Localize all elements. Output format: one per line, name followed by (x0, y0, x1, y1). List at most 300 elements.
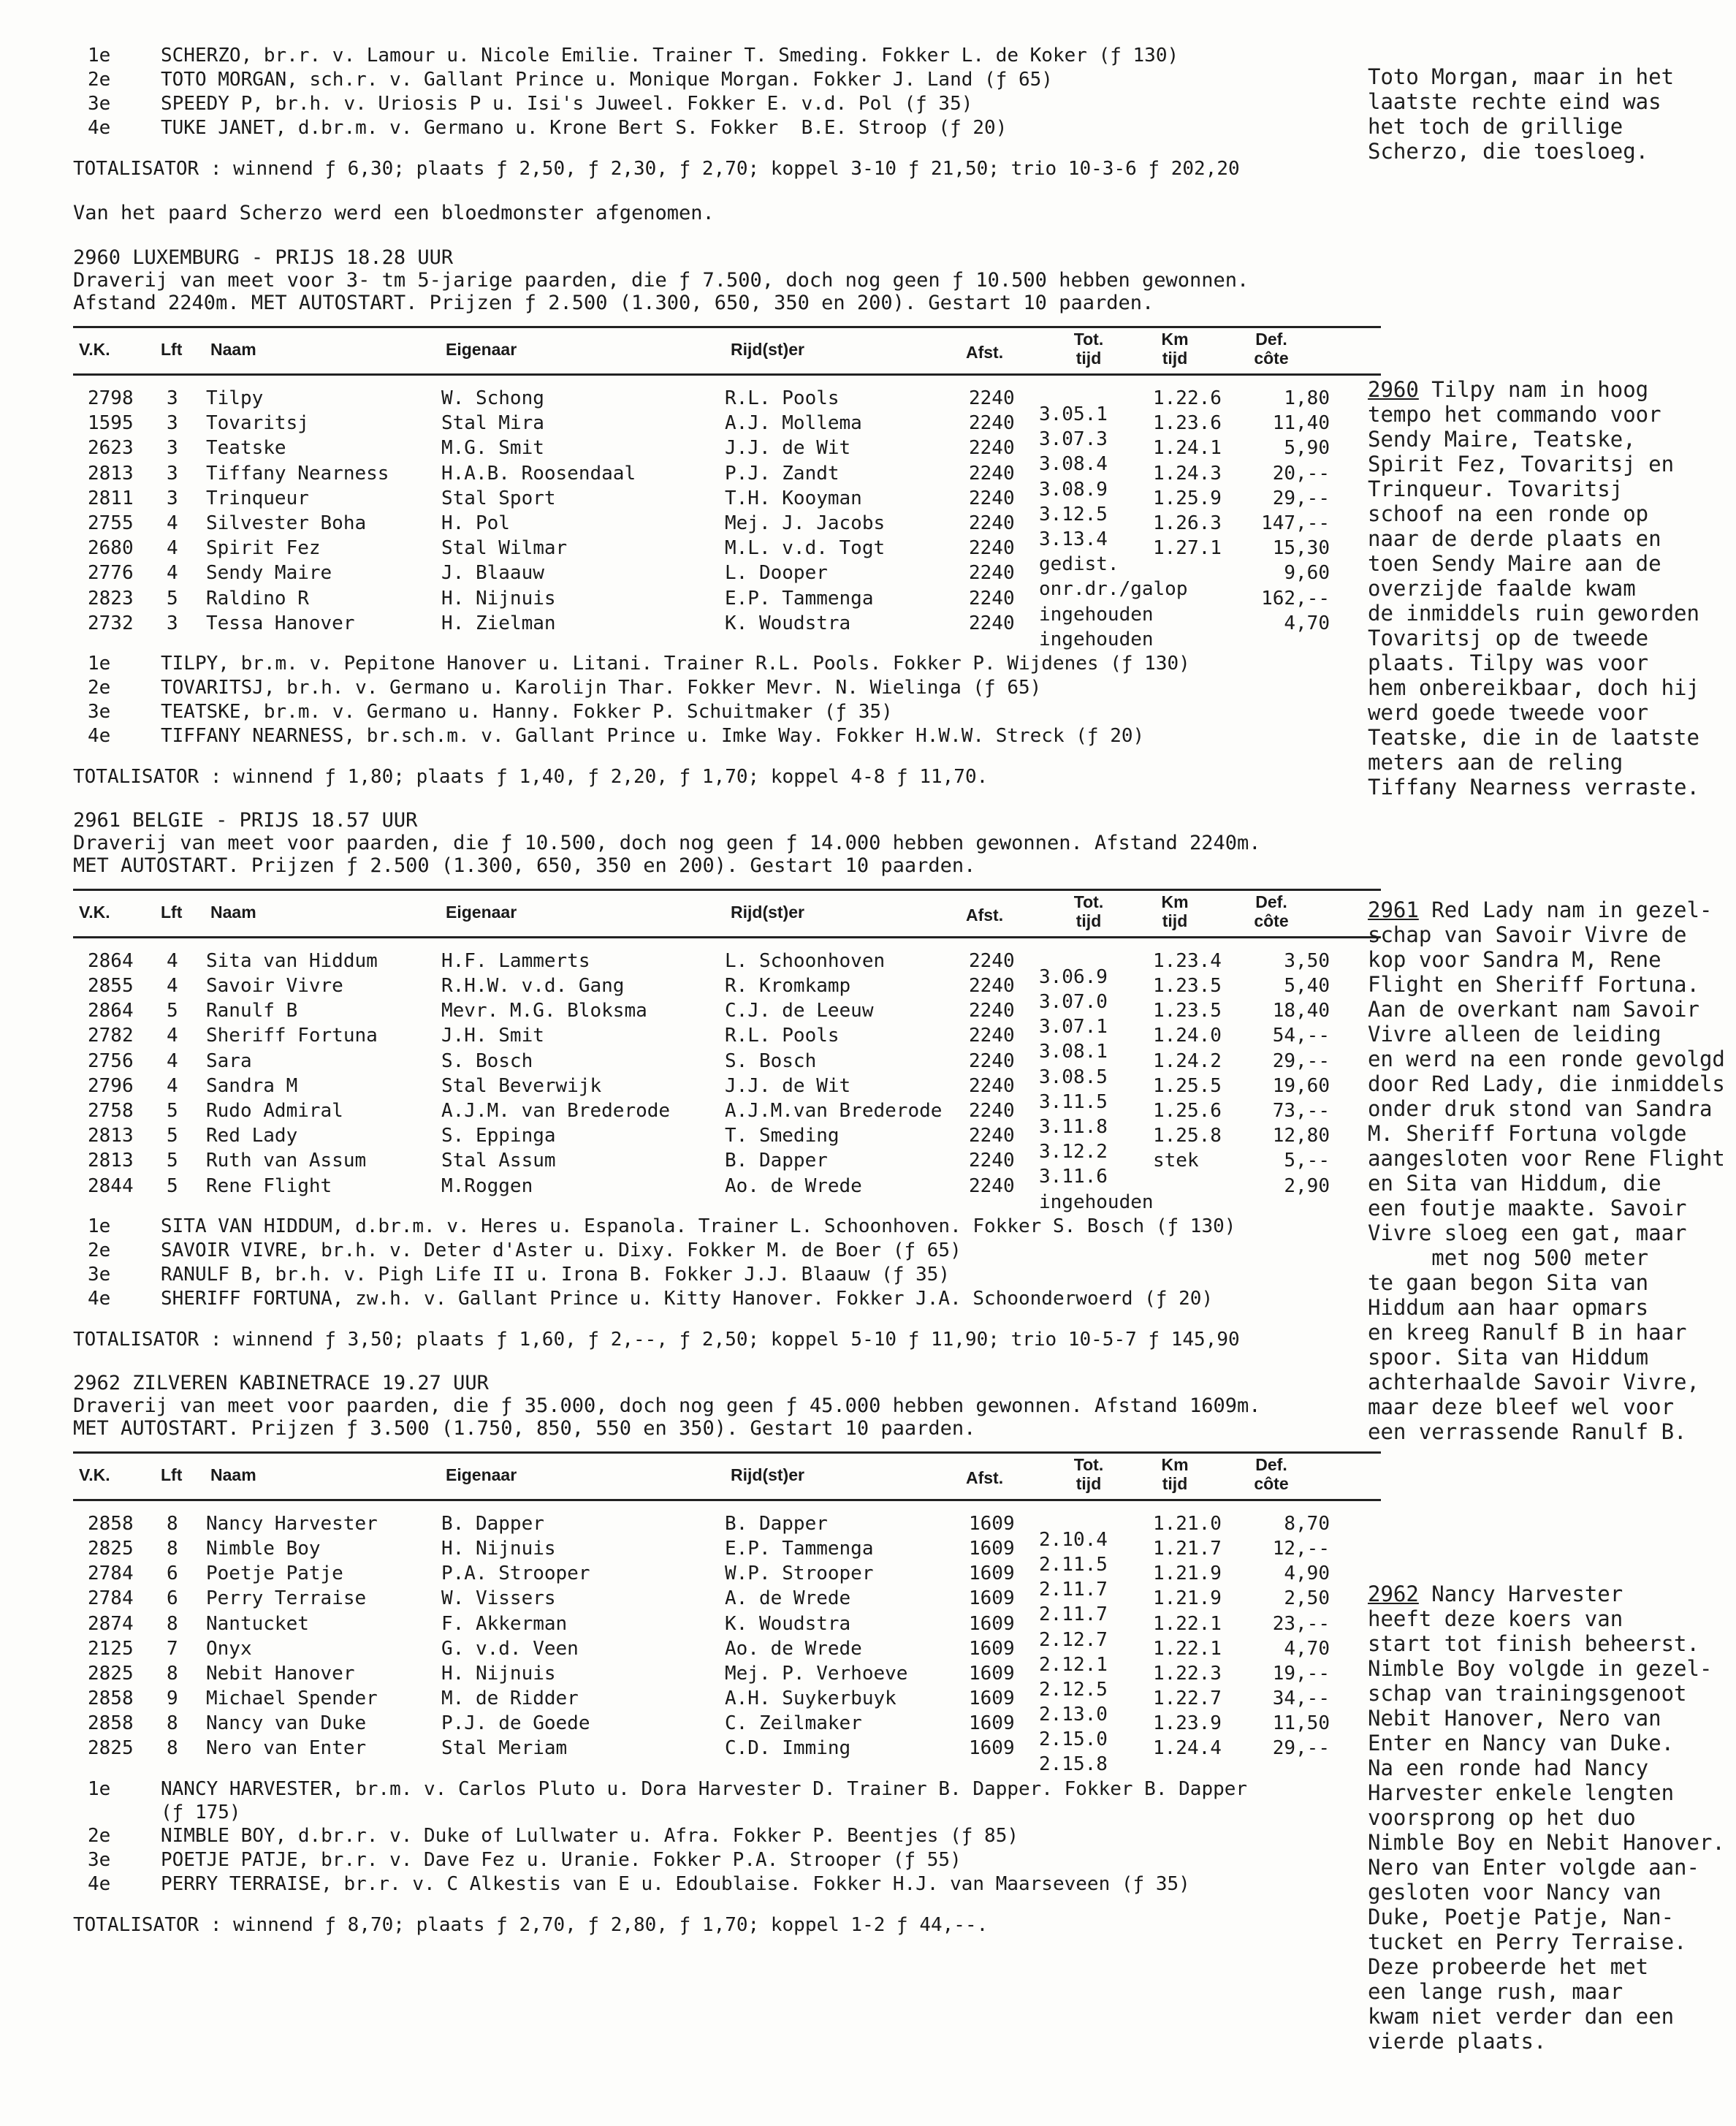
def-cote-cell: 12,80 (1272, 1125, 1330, 1147)
placing-text: TUKE JANET, d.br.m. v. Germano u. Krone Bert S. Fokker B.E. Stroop (ƒ 20) (161, 117, 1008, 139)
def-cote-cell: 73,-- (1272, 1100, 1330, 1122)
comment-line: een foutje maakte. Savoir (1368, 1196, 1687, 1220)
race-section (73, 247, 1374, 788)
rijder-cell: A.J. Mollema (725, 412, 862, 435)
table-header (73, 1451, 1381, 1501)
lft-cell: 6 (167, 1587, 178, 1610)
def-cote-cell: 4,90 (1284, 1563, 1330, 1585)
rijder-cell: T. Smeding (725, 1125, 840, 1147)
lft-cell: 9 (167, 1687, 178, 1710)
comment-line: en werd na een ronde gevolgd (1368, 1047, 1725, 1071)
rijder-cell: Ao. de Wrede (725, 1637, 862, 1660)
placing-position: 3e (88, 93, 111, 115)
rijder-cell: L. Dooper (725, 562, 828, 585)
placing-row (73, 1287, 1374, 1311)
km-tijd-cell: 1.21.9 (1153, 1563, 1222, 1585)
afstand-cell: 1609 (969, 1712, 1015, 1735)
placing-position: 1e (88, 1215, 111, 1237)
eigenaar-cell: M. de Ridder (441, 1687, 579, 1710)
naam-cell: Red Lady (206, 1125, 298, 1147)
race-section (73, 810, 1374, 1351)
eigenaar-cell: Mevr. M.G. Bloksma (441, 1000, 647, 1022)
tot-tijd-cell: 3.11.5 (1039, 1090, 1108, 1113)
naam-cell: Nantucket (206, 1612, 309, 1635)
lft-cell: 7 (167, 1637, 178, 1660)
race-description: Draverij van meet voor paarden, die ƒ 35.000, doch nog geen ƒ 45.000 hebben gewonnen. Afstand 1609m. (73, 1394, 1261, 1417)
results-table (73, 889, 1381, 1213)
header-def-cote (1242, 330, 1301, 368)
race-2961-comment (1368, 897, 1725, 1444)
placing-text: PERRY TERRAISE, br.r. v. C Alkestis van E u. Edoublaise. Fokker H.J. van Maarseveen (ƒ 35) (161, 1872, 1190, 1895)
placing-row (73, 700, 1374, 724)
lft-cell: 8 (167, 1662, 178, 1685)
header-naam: Naam (210, 340, 256, 359)
race-2959-places (73, 44, 1374, 140)
tot-tijd-cell: 3.07.0 (1039, 991, 1108, 1014)
vk-cell: 2755 (88, 512, 134, 534)
comment-line: Duke, Poetje Patje, Nan- (1368, 1905, 1675, 1929)
comment-text: Red Lady nam in gezel- (1418, 897, 1713, 922)
placing-text: TIFFANY NEARNESS, br.sch.m. v. Gallant Prince u. Imke Way. Fokker H.W.W. Streck (ƒ 20) (161, 724, 1145, 747)
placing-text: SPEEDY P, br.h. v. Uriosis P u. Isi's Juweel. Fokker E. v.d. Pol (ƒ 35) (161, 93, 973, 115)
comment-line: vierde plaats. (1368, 2029, 1547, 2054)
def-cote-cell: 5,40 (1284, 975, 1330, 998)
comment-line: Teatske, die in de laatste (1368, 725, 1699, 750)
afstand-cell: 2240 (969, 1049, 1015, 1072)
vk-cell: 2825 (88, 1537, 134, 1560)
comment-line: maar deze bleef wel voor (1368, 1394, 1675, 1419)
race-2959-totalisator: TOTALISATOR : winnend ƒ 6,30; plaats ƒ 2,50, ƒ 2,30, ƒ 2,70; koppel 3-10 ƒ 21,50; trio 10-3-6 ƒ 202,20 (73, 158, 1240, 180)
vk-cell: 2798 (88, 387, 134, 409)
km-tijd-cell: stek (1153, 1150, 1199, 1172)
rijder-cell: A. de Wrede (725, 1587, 851, 1610)
def-cote-cell: 29,-- (1272, 1737, 1330, 1760)
rijder-cell: R.L. Pools (725, 387, 840, 409)
def-cote-cell: 1,80 (1284, 387, 1330, 409)
vk-cell: 2813 (88, 1150, 134, 1172)
placing-text: POETJE PATJE, br.r. v. Dave Fez u. Uranie. Fokker P.A. Strooper (ƒ 55) (161, 1848, 962, 1871)
placing-row (73, 724, 1374, 748)
comment-line: naar de derde plaats en (1368, 526, 1661, 551)
tot-tijd-cell: 2.12.7 (1039, 1628, 1108, 1651)
placing-row (73, 92, 1374, 116)
naam-cell: Rudo Admiral (206, 1100, 343, 1122)
tot-tijd-cell: 3.07.3 (1039, 428, 1108, 451)
comment-line: voorsprong op het duo (1368, 1805, 1636, 1830)
km-tijd-cell: 1.23.6 (1153, 412, 1222, 435)
results-table (73, 1451, 1381, 1776)
placing-position: 4e (88, 1287, 111, 1310)
header-afstand: Afst. (966, 1468, 1004, 1487)
comment-line: een verrassende Ranulf B. (1368, 1419, 1687, 1444)
comment-line: schoof na een ronde op (1368, 501, 1649, 526)
vk-cell: 2784 (88, 1587, 134, 1610)
placing-position: 4e (88, 117, 111, 139)
placing-row (73, 676, 1374, 700)
naam-cell: Onyx (206, 1637, 252, 1660)
afstand-cell: 1609 (969, 1612, 1015, 1635)
comment-line: gesloten voor Nancy van (1368, 1880, 1661, 1905)
header-km-tijd (1146, 330, 1204, 368)
table-body (73, 938, 1381, 1213)
placing-text: NANCY HARVESTER, br.m. v. Carlos Pluto u. Dora Harvester D. Trainer B. Dapper. Fokker B. Dapper (161, 1777, 1248, 1800)
naam-cell: Tovaritsj (206, 412, 309, 435)
def-cote-cell: 4,70 (1284, 1637, 1330, 1660)
eigenaar-cell: H. Nijnuis (441, 1537, 556, 1560)
comment-line: het toch de grillige (1368, 114, 1623, 139)
placing-text-continued: (ƒ 175) (161, 1801, 241, 1823)
naam-cell: Tessa Hanover (206, 612, 355, 634)
afstand-cell: 2240 (969, 612, 1015, 634)
naam-cell: Tiffany Nearness (206, 462, 389, 485)
naam-cell: Michael Spender (206, 1687, 378, 1710)
comment-line: schap van trainingsgenoot (1368, 1681, 1687, 1706)
placing-text: TILPY, br.m. v. Pepitone Hanover u. Litani. Trainer R.L. Pools. Fokker P. Wijdenes (ƒ 130) (161, 652, 1190, 675)
def-cote-cell: 15,30 (1272, 537, 1330, 560)
tot-tijd-cell: 3.08.9 (1039, 478, 1108, 501)
lft-cell: 5 (167, 1174, 178, 1197)
header-def-cote (1242, 1455, 1301, 1493)
comment-race-number: 2960 (1368, 377, 1419, 402)
vk-cell: 2825 (88, 1662, 134, 1685)
lft-cell: 8 (167, 1537, 178, 1560)
comment-line: aangesloten voor Rene Flight (1368, 1146, 1725, 1171)
eigenaar-cell: H. Nijnuis (441, 587, 556, 610)
header-lft: Lft (161, 340, 183, 359)
tot-tijd-cell: gedist. (1039, 553, 1119, 576)
rijder-cell: C.J. de Leeuw (725, 1000, 874, 1022)
comment-line: Deze probeerde het met (1368, 1954, 1649, 1979)
vk-cell: 2858 (88, 1687, 134, 1710)
comment-line: Tovaritsj op de tweede (1368, 626, 1649, 650)
eigenaar-cell: Stal Assum (441, 1150, 556, 1172)
def-cote-cell: 29,-- (1272, 1049, 1330, 1072)
header-km-tijd (1146, 1455, 1204, 1493)
comment-line: onder druk stond van Sandra (1368, 1096, 1713, 1121)
afstand-cell: 2240 (969, 587, 1015, 610)
header-afstand: Afst. (966, 905, 1004, 925)
placing-row (73, 68, 1374, 92)
lft-cell: 8 (167, 1712, 178, 1735)
def-cote-cell: 54,-- (1272, 1025, 1330, 1047)
afstand-cell: 1609 (969, 1737, 1015, 1760)
afstand-cell: 2240 (969, 1000, 1015, 1022)
comment-line: en kreeg Ranulf B in haar (1368, 1320, 1687, 1345)
vk-cell: 2858 (88, 1712, 134, 1735)
race-description: MET AUTOSTART. Prijzen ƒ 3.500 (1.750, 850, 550 en 350). Gestart 10 paarden. (73, 1416, 976, 1440)
placing-text: SITA VAN HIDDUM, d.br.m. v. Heres u. Espanola. Trainer L. Schoonhoven. Fokker S. Bosch (ƒ 130) (161, 1215, 1236, 1237)
header-afstand: Afst. (966, 343, 1004, 362)
comment-line: Aan de overkant nam Savoir (1368, 997, 1699, 1022)
km-tijd-cell: 1.21.7 (1153, 1537, 1222, 1560)
comment-line: kwam niet verder dan een (1368, 2004, 1675, 2029)
tot-tijd-cell: 3.12.2 (1039, 1141, 1108, 1163)
rijder-cell: L. Schoonhoven (725, 949, 886, 972)
rijder-cell: R. Kromkamp (725, 975, 851, 998)
placing-position: 2e (88, 69, 111, 91)
header-km-tijd-line1: Km (1161, 330, 1189, 349)
header-km-tijd-line2: tijd (1162, 349, 1188, 368)
tot-tijd-cell: 3.13.4 (1039, 528, 1108, 550)
def-cote-cell: 5,-- (1284, 1150, 1330, 1172)
eigenaar-cell: Stal Beverwijk (441, 1074, 602, 1097)
race-description: Draverij van meet voor paarden, die ƒ 10.500, doch nog geen ƒ 14.000 hebben gewonnen. Afstand 2240m. (73, 831, 1261, 854)
comment-line: achterhaalde Savoir Vivre, (1368, 1370, 1699, 1394)
def-cote-cell: 19,60 (1272, 1074, 1330, 1097)
comment-line: meters aan de reling (1368, 750, 1623, 775)
comment-line: Hiddum aan haar opmars (1368, 1295, 1649, 1320)
km-tijd-cell: 1.22.1 (1153, 1637, 1222, 1660)
races-container (73, 247, 1374, 1936)
comment-line: de inmiddels ruin geworden (1368, 601, 1699, 626)
tot-tijd-cell: 3.11.8 (1039, 1116, 1108, 1138)
km-tijd-cell: 1.22.6 (1153, 387, 1222, 409)
race-places (73, 1777, 1374, 1897)
placing-row (73, 1848, 1374, 1872)
tot-tijd-cell: 3.08.5 (1039, 1066, 1108, 1088)
tot-tijd-cell: 2.12.1 (1039, 1653, 1108, 1676)
results-table (73, 326, 1381, 650)
header-def-cote-line1: Def. (1255, 1454, 1287, 1474)
placing-position: 1e (88, 45, 111, 67)
header-tot-tijd-line2: tijd (1076, 911, 1102, 930)
eigenaar-cell: J.H. Smit (441, 1025, 544, 1047)
table-row (73, 1736, 1381, 1776)
placing-position: 3e (88, 700, 111, 723)
table-body (73, 1501, 1381, 1776)
eigenaar-cell: H. Pol (441, 512, 510, 534)
naam-cell: Nimble Boy (206, 1537, 321, 1560)
race-description: Draverij van meet voor 3- tm 5-jarige paarden, die ƒ 7.500, doch nog geen ƒ 10.500 hebben gewonnen. (73, 269, 1249, 292)
def-cote-cell: 147,-- (1261, 512, 1330, 534)
placing-position: 3e (88, 1848, 111, 1871)
lft-cell: 8 (167, 1737, 178, 1760)
naam-cell: Silvester Boha (206, 512, 367, 534)
header-lft: Lft (161, 1465, 183, 1484)
km-tijd-cell: 1.25.9 (1153, 487, 1222, 509)
placing-position: 3e (88, 1263, 111, 1286)
header-tot-tijd-line1: Tot. (1073, 330, 1104, 349)
placing-position: 2e (88, 1824, 111, 1847)
comment-line: spoor. Sita van Hiddum (1368, 1345, 1649, 1370)
eigenaar-cell: G. v.d. Veen (441, 1637, 579, 1660)
tot-tijd-cell: 3.08.4 (1039, 453, 1108, 476)
km-tijd-cell: 1.24.1 (1153, 437, 1222, 460)
naam-cell: Sara (206, 1049, 252, 1072)
table-header (73, 889, 1381, 938)
def-cote-cell: 29,-- (1272, 487, 1330, 509)
comment-line: Nimble Boy en Nebit Hanover. (1368, 1830, 1725, 1855)
tot-tijd-cell: 3.06.9 (1039, 965, 1108, 988)
naam-cell: Nebit Hanover (206, 1662, 355, 1685)
tot-tijd-cell: onr.dr./galop (1039, 578, 1188, 601)
comment-line (1368, 897, 1718, 922)
eigenaar-cell: S. Bosch (441, 1049, 533, 1072)
race-totalisator: TOTALISATOR : winnend ƒ 8,70; plaats ƒ 2,70, ƒ 2,80, ƒ 1,70; koppel 1-2 ƒ 44,--. (73, 1913, 989, 1936)
vk-cell: 2825 (88, 1737, 134, 1760)
eigenaar-cell: B. Dapper (441, 1512, 544, 1535)
comment-line: Na een ronde had Nancy (1368, 1755, 1649, 1780)
rijder-cell: P.J. Zandt (725, 462, 840, 485)
header-def-cote-line2: côte (1254, 1473, 1289, 1493)
lft-cell: 5 (167, 1000, 178, 1022)
eigenaar-cell: J. Blaauw (441, 562, 544, 585)
tot-tijd-cell: 3.11.6 (1039, 1166, 1108, 1188)
def-cote-cell: 9,60 (1284, 562, 1330, 585)
comment-line: door Red Lady, die inmiddels (1368, 1071, 1725, 1096)
afstand-cell: 2240 (969, 387, 1015, 409)
header-vk: V.K. (79, 1465, 110, 1484)
km-tijd-cell: 1.23.4 (1153, 949, 1222, 972)
tot-tijd-cell: 3.08.1 (1039, 1041, 1108, 1063)
def-cote-cell: 8,70 (1284, 1512, 1330, 1535)
def-cote-cell: 34,-- (1272, 1687, 1330, 1710)
naam-cell: Nancy van Duke (206, 1712, 367, 1735)
afstand-cell: 2240 (969, 975, 1015, 998)
placing-row (73, 1872, 1374, 1897)
afstand-cell: 2240 (969, 1174, 1015, 1197)
afstand-cell: 1609 (969, 1563, 1015, 1585)
header-vk: V.K. (79, 340, 110, 359)
comment-race-number: 2962 (1368, 1582, 1419, 1606)
lft-cell: 4 (167, 562, 178, 585)
km-tijd-cell: 1.24.0 (1153, 1025, 1222, 1047)
lft-cell: 4 (167, 537, 178, 560)
comment-line: Vivre sloeg een gat, maar (1368, 1220, 1687, 1245)
eigenaar-cell: S. Eppinga (441, 1125, 556, 1147)
comment-line: Spirit Fez, Tovaritsj en (1368, 452, 1675, 477)
vk-cell: 2796 (88, 1074, 134, 1097)
def-cote-cell: 11,40 (1272, 412, 1330, 435)
vk-cell: 2813 (88, 1125, 134, 1147)
eigenaar-cell: R.H.W. v.d. Gang (441, 975, 625, 998)
placing-row (73, 44, 1374, 68)
header-km-tijd-line1: Km (1161, 892, 1189, 911)
tot-tijd-cell: 2.11.7 (1039, 1579, 1108, 1601)
race-description: MET AUTOSTART. Prijzen ƒ 2.500 (1.300, 650, 350 en 200). Gestart 10 paarden. (73, 854, 976, 877)
rijder-cell: J.J. de Wit (725, 437, 851, 460)
def-cote-cell: 3,50 (1284, 949, 1330, 972)
lft-cell: 3 (167, 412, 178, 435)
lft-cell: 3 (167, 612, 178, 634)
lft-cell: 4 (167, 1074, 178, 1097)
lft-cell: 3 (167, 387, 178, 409)
lft-cell: 8 (167, 1512, 178, 1535)
header-tot-tijd (1059, 892, 1118, 930)
km-tijd-cell: 1.21.9 (1153, 1587, 1222, 1610)
header-eigenaar: Eigenaar (446, 340, 517, 359)
rijder-cell: R.L. Pools (725, 1025, 840, 1047)
afstand-cell: 1609 (969, 1687, 1015, 1710)
eigenaar-cell: F. Akkerman (441, 1612, 568, 1635)
comment-line: Tiffany Nearness verraste. (1368, 775, 1699, 800)
km-tijd-cell: 1.24.3 (1153, 462, 1222, 485)
rijder-cell: S. Bosch (725, 1049, 817, 1072)
eigenaar-cell: H.A.B. Roosendaal (441, 462, 636, 485)
placing-row (73, 1239, 1374, 1263)
tot-tijd-cell: 3.05.1 (1039, 403, 1108, 425)
vk-cell: 2864 (88, 949, 134, 972)
placing-position: 4e (88, 1872, 111, 1895)
comment-line: Vivre alleen de leiding (1368, 1022, 1661, 1047)
tot-tijd-cell: 2.15.0 (1039, 1728, 1108, 1751)
afstand-cell: 1609 (969, 1512, 1015, 1535)
race-totalisator: TOTALISATOR : winnend ƒ 1,80; plaats ƒ 1,40, ƒ 2,20, ƒ 1,70; koppel 4-8 ƒ 11,70. (73, 765, 989, 788)
rijder-cell: B. Dapper (725, 1150, 828, 1172)
header-km-tijd-line2: tijd (1162, 911, 1188, 930)
lft-cell: 5 (167, 587, 178, 610)
placing-row (73, 652, 1374, 676)
placing-text: RANULF B, br.h. v. Pigh Life II u. Irona B. Fokker J.J. Blaauw (ƒ 35) (161, 1263, 951, 1286)
comment-line: schap van Savoir Vivre de (1368, 922, 1687, 947)
lft-cell: 5 (167, 1125, 178, 1147)
placing-position: 4e (88, 724, 111, 747)
afstand-cell: 1609 (969, 1587, 1015, 1610)
tot-tijd-cell: ingehouden (1039, 628, 1154, 650)
comment-line: Sendy Maire, Teatske, (1368, 427, 1636, 452)
comment-line: laatste rechte eind was (1368, 89, 1661, 114)
lft-cell: 8 (167, 1612, 178, 1635)
header-def-cote-line2: côte (1254, 911, 1289, 930)
comment-line: te gaan begon Sita van (1368, 1270, 1649, 1295)
vk-cell: 2874 (88, 1612, 134, 1635)
lft-cell: 4 (167, 1049, 178, 1072)
lft-cell: 5 (167, 1100, 178, 1122)
eigenaar-cell: M.Roggen (441, 1174, 533, 1197)
header-tot-tijd-line2: tijd (1076, 349, 1102, 368)
placing-text: TEATSKE, br.m. v. Germano u. Hanny. Fokker P. Schuitmaker (ƒ 35) (161, 700, 893, 723)
placing-row (73, 116, 1374, 140)
comment-line: hem onbereikbaar, doch hij (1368, 675, 1699, 700)
afstand-cell: 2240 (969, 562, 1015, 585)
header-tot-tijd-line1: Tot. (1073, 1454, 1104, 1474)
comment-line: en Sita van Hiddum, die (1368, 1171, 1661, 1196)
def-cote-cell: 5,90 (1284, 437, 1330, 460)
eigenaar-cell: H.F. Lammerts (441, 949, 590, 972)
vk-cell: 2623 (88, 437, 134, 460)
header-rijder: Rijd(st)er (731, 340, 804, 359)
def-cote-cell: 2,90 (1284, 1174, 1330, 1197)
eigenaar-cell: M.G. Smit (441, 437, 544, 460)
vk-cell: 2125 (88, 1637, 134, 1660)
comment-line: Nebit Hanover, Nero van (1368, 1706, 1661, 1731)
vk-cell: 2732 (88, 612, 134, 634)
placing-position: 1e (88, 652, 111, 675)
vk-cell: 2784 (88, 1563, 134, 1585)
vk-cell: 2758 (88, 1100, 134, 1122)
comment-text: Tilpy nam in hoog (1418, 377, 1649, 402)
def-cote-cell: 4,70 (1284, 612, 1330, 634)
def-cote-cell: 11,50 (1272, 1712, 1330, 1735)
rijder-cell: B. Dapper (725, 1512, 828, 1535)
eigenaar-cell: Stal Meriam (441, 1737, 568, 1760)
lft-cell: 3 (167, 462, 178, 485)
table-row (73, 611, 1381, 650)
vk-cell: 1595 (88, 412, 134, 435)
eigenaar-cell: W. Schong (441, 387, 544, 409)
rijder-cell: J.J. de Wit (725, 1074, 851, 1097)
race-places (73, 1215, 1374, 1311)
header-tot-tijd (1059, 1455, 1118, 1493)
vk-cell: 2680 (88, 537, 134, 560)
placing-row (73, 1824, 1374, 1848)
naam-cell: Ranulf B (206, 1000, 298, 1022)
km-tijd-cell: 1.22.3 (1153, 1662, 1222, 1685)
naam-cell: Sendy Maire (206, 562, 332, 585)
afstand-cell: 2240 (969, 1074, 1015, 1097)
placing-position: 1e (88, 1777, 111, 1800)
eigenaar-cell: Stal Sport (441, 487, 556, 509)
